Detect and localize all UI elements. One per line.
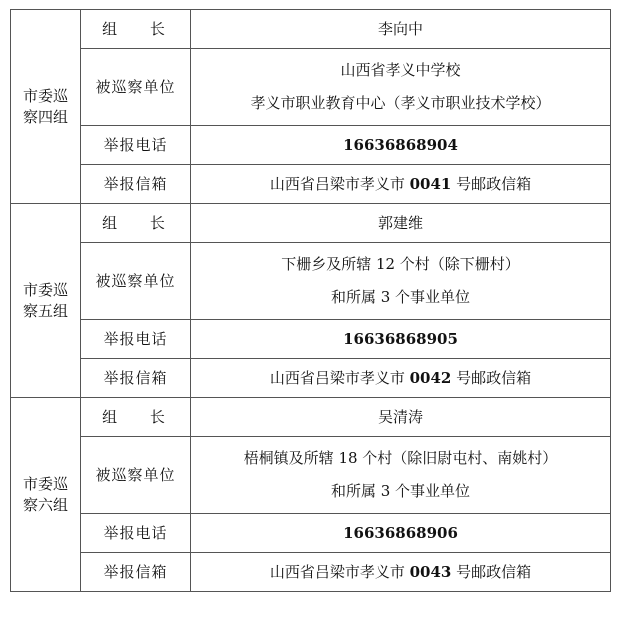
group-6-mailbox-row xyxy=(11,553,611,592)
group-5-mailbox: 山西省吕梁市孝义市 0042 号邮政信箱 xyxy=(191,359,611,398)
group-4-mailbox-row xyxy=(11,165,611,204)
inspection-groups-table xyxy=(10,9,611,592)
group-4-target-row xyxy=(11,49,611,126)
leader-label: 组 长 xyxy=(81,398,191,437)
group-4-phone: 16636868904 xyxy=(191,126,611,165)
group-4-leader-row xyxy=(11,10,611,49)
group-6-mailbox: 山西省吕梁市孝义市 0043 号邮政信箱 xyxy=(191,553,611,592)
group-5-mailbox-row xyxy=(11,359,611,398)
group-6-phone-row xyxy=(11,514,611,553)
leader-label: 组 长 xyxy=(81,204,191,243)
group-6-leader: 吴清涛 xyxy=(191,398,611,437)
target-label: 被巡察单位 xyxy=(81,49,191,126)
group-5-phone-row xyxy=(11,320,611,359)
group-5-phone: 16636868905 xyxy=(191,320,611,359)
group-4-phone-row xyxy=(11,126,611,165)
group-6-leader-row xyxy=(11,398,611,437)
phone-label: 举报电话 xyxy=(81,514,191,553)
mailbox-label: 举报信箱 xyxy=(81,553,191,592)
group-5-targets: 下栅乡及所辖 12 个村（除下栅村） 和所属 3 个事业单位 xyxy=(191,243,611,320)
group-5-name: 市委巡 察五组 xyxy=(11,204,81,398)
mailbox-label: 举报信箱 xyxy=(81,165,191,204)
mailbox-label: 举报信箱 xyxy=(81,359,191,398)
phone-label: 举报电话 xyxy=(81,320,191,359)
group-4-mailbox: 山西省吕梁市孝义市 0041 号邮政信箱 xyxy=(191,165,611,204)
group-4-targets: 山西省孝义中学校 孝义市职业教育中心（孝义市职业技术学校） xyxy=(191,49,611,126)
group-4-name: 市委巡 察四组 xyxy=(11,10,81,204)
group-6-targets: 梧桐镇及所辖 18 个村（除旧尉屯村、南姚村） 和所属 3 个事业单位 xyxy=(191,437,611,514)
leader-label: 组 长 xyxy=(81,10,191,49)
group-6-target-row xyxy=(11,437,611,514)
group-5-leader-row xyxy=(11,204,611,243)
group-5-leader: 郭建维 xyxy=(191,204,611,243)
group-6-name: 市委巡 察六组 xyxy=(11,398,81,592)
target-label: 被巡察单位 xyxy=(81,243,191,320)
target-label: 被巡察单位 xyxy=(81,437,191,514)
group-4-leader: 李向中 xyxy=(191,10,611,49)
group-6-phone: 16636868906 xyxy=(191,514,611,553)
phone-label: 举报电话 xyxy=(81,126,191,165)
group-5-target-row xyxy=(11,243,611,320)
